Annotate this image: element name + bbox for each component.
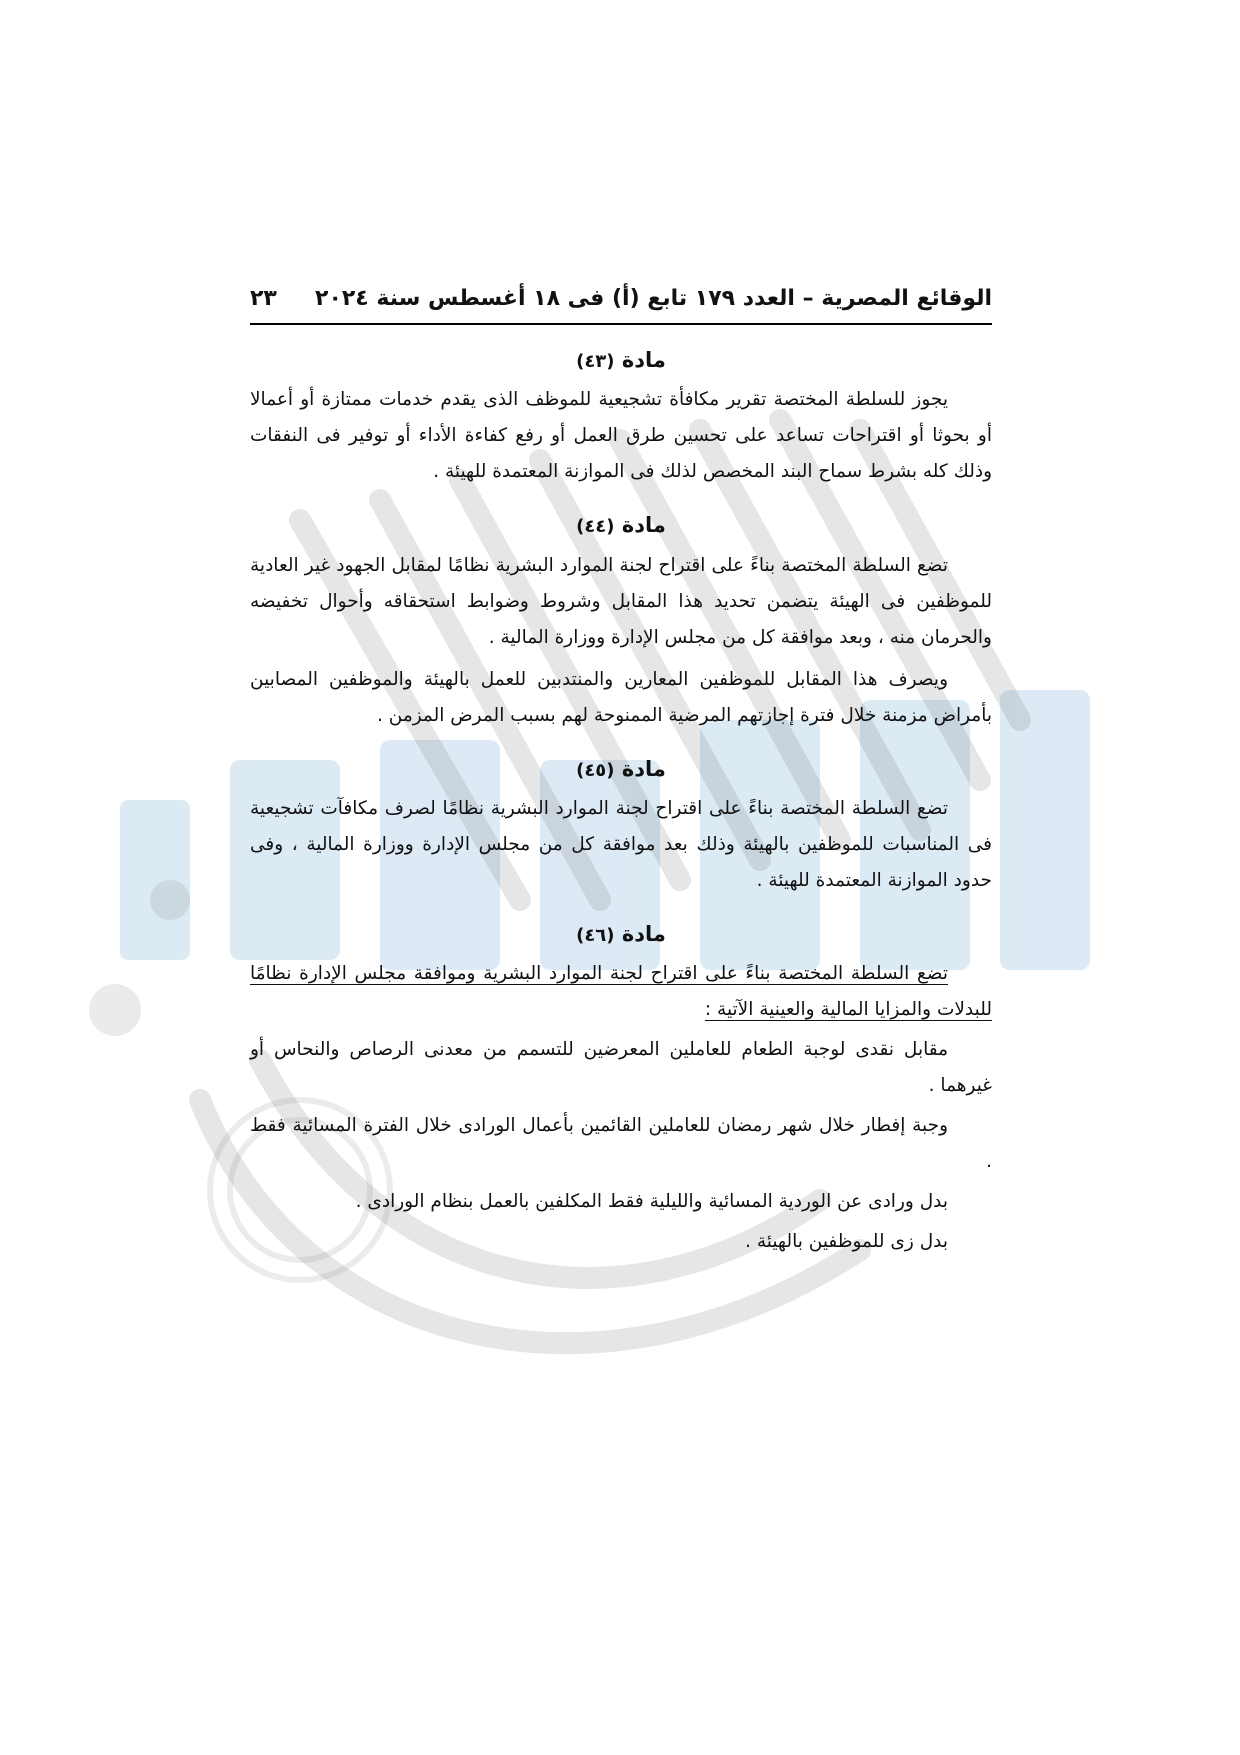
article-number: (٤٦) (576, 924, 615, 946)
article-number: (٤٥) (576, 759, 615, 781)
document-page (250, 280, 992, 1260)
article-title-44 (250, 512, 992, 539)
article-label: مادة (621, 756, 666, 781)
article-title-45 (250, 756, 992, 783)
article-46-item-4: بدل زى للموظفين بالهيئة . (745, 1231, 948, 1253)
article-46-intro: تضع السلطة المختصة بناءً على اقتراح لجنة الموارد البشرية وموافقة مجلس الإدارة نظامًا للبدلات والمزايا المالية والعينية الآتية : (250, 963, 992, 1021)
article-label: مادة (621, 513, 666, 538)
article-number: (٤٤) (576, 516, 615, 538)
article-46-item-2: وجبة إفطار خلال شهر رمضان للعاملين القائمين بأعمال الورادى خلال الفترة المسائية فقط . (250, 1115, 992, 1173)
article-46-item-3: بدل ورادى عن الوردية المسائية والليلية فقط المكلفين بالعمل بنظام الورادى . (355, 1191, 948, 1213)
article-number: (٤٣) (576, 351, 615, 372)
article-title-46 (250, 921, 992, 948)
article-43-paragraph-1: يجوز للسلطة المختصة تقرير مكافأة تشجيعية للموظف الذى يقدم خدمات ممتازة أو أعمالا أو بحوثا أو اقتراحات تساعد على تحسين طرق العمل أو رفع كفاءة الأداء أو توفير فى النفقات وذلك كله بشرط سماح البند المخصص لذلك فى الموازنة المعتمدة للهيئة . (250, 389, 992, 483)
header-title: الوقائع المصرية – العدد ١٧٩ تابع (أ) فى ١٨ أغسطس سنة ٢٠٢٤ (315, 286, 992, 311)
article-label: مادة (621, 348, 666, 372)
article-45-paragraph-1: تضع السلطة المختصة بناءً على اقتراح لجنة الموارد البشرية نظامًا لصرف مكافآت تشجيعية فى المناسبات للموظفين بالهيئة وذلك بعد موافقة كل من مجلس الإدارة ووزارة المالية ، وفى حدود الموازنة المعتمدة للهيئة . (250, 797, 992, 891)
article-44-paragraph-2: ويصرف هذا المقابل للموظفين المعارين والمنتدبين للعمل بالهيئة والموظفين المصابين بأمراض مزمنة خلال فترة إجازتهم المرضية الممنوحة لهم بسبب المرض المزمن . (250, 668, 992, 726)
running-header (250, 280, 992, 325)
article-44-paragraph-1: تضع السلطة المختصة بناءً على اقتراح لجنة الموارد البشرية نظامًا لمقابل الجهود غير العادية للموظفين فى الهيئة يتضمن تحديد هذا المقابل وشروط وضوابط استحقاقه وأحوال تخفيضه والحرمان منه ، وبعد موافقة كل من مجلس الإدارة ووزارة المالية . (250, 554, 992, 648)
article-46-item-1: مقابل نقدى لوجبة الطعام للعاملين المعرضين للتسمم من معدنى الرصاص والنحاس أو غيرهما . (250, 1039, 992, 1097)
article-title-43 (250, 347, 992, 374)
page-number: ٢٣ (250, 286, 277, 311)
article-label: مادة (621, 921, 666, 946)
